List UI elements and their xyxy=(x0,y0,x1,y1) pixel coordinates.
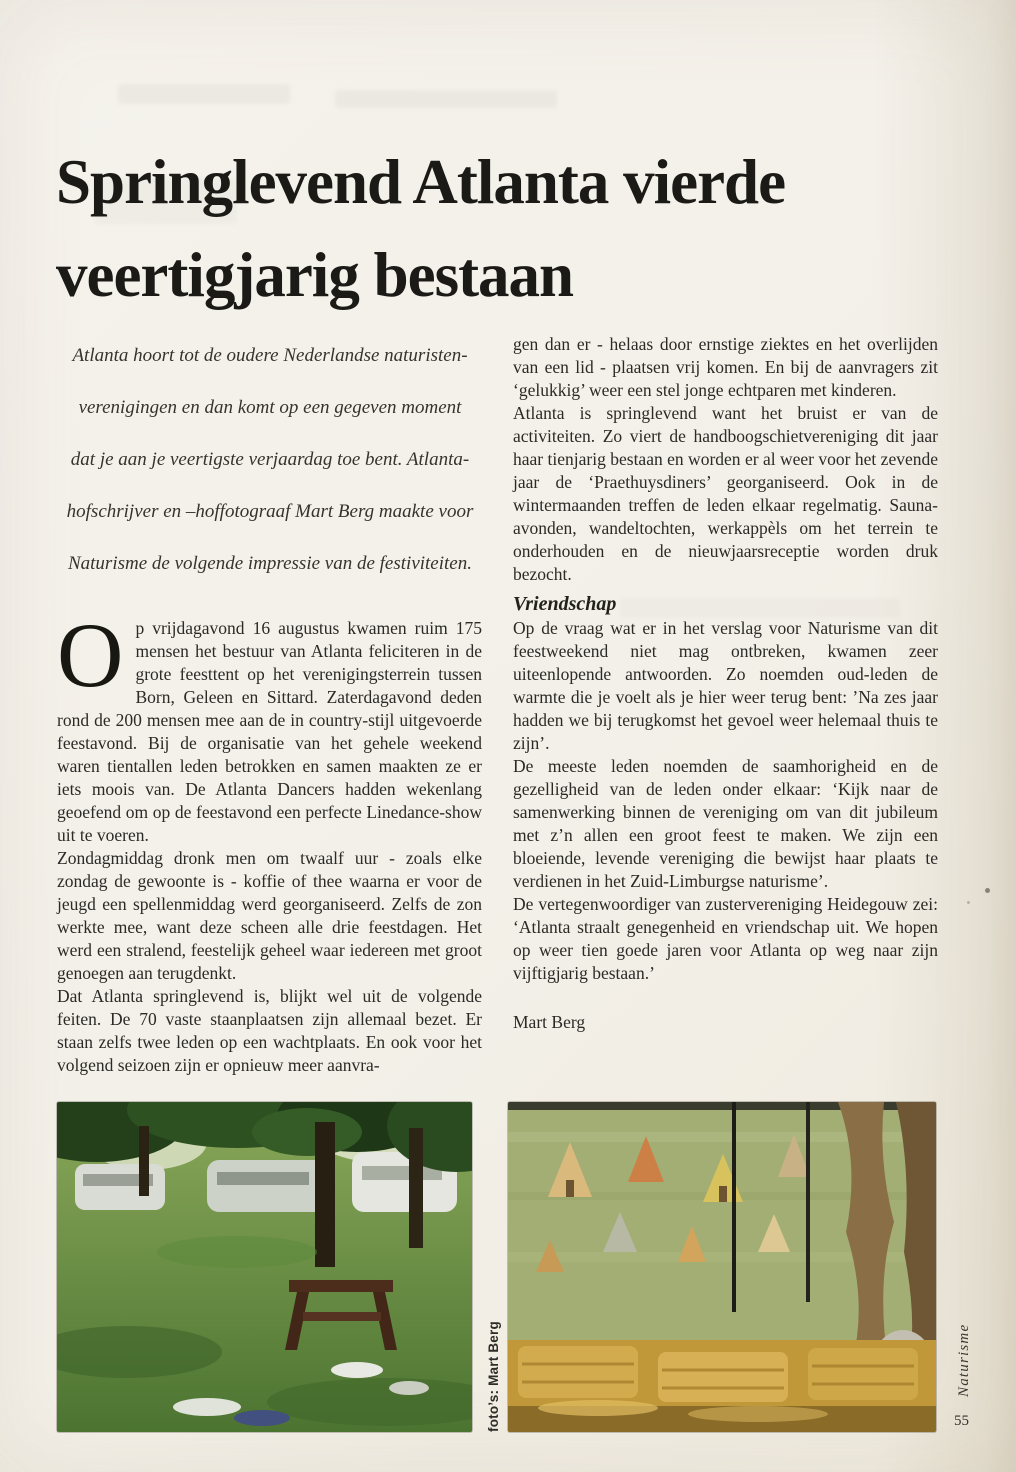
paragraph: gen dan er - helaas door ernstige ziektes en het overlijden van een lid - plaatsen vrij komen. En bij de aanvragers zit ‘gelukkig’ weer een stel jonge echtparen met kinderen. xyxy=(513,334,938,400)
intro-line: hofschrijver en –hoffotograaf Mart Berg maakte voor xyxy=(66,501,474,522)
drop-cap: O xyxy=(57,604,124,706)
intro-line: Naturisme de volgende impressie van de festiviteiten. xyxy=(67,553,472,574)
paragraph: De vertegenwoordiger van zustervereniging Heidegouw zei: ‘Atlanta straalt genegenheid en vriendschap uit. We hopen op weer tien goede jaren voor Atlanta op weg naar zijn vijftigjarig bestaan.’ xyxy=(513,894,938,983)
paragraph: Op de vraag wat er in het verslag voor Naturisme van dit feestweekend niet mag ontbreken, kwamen zeer uiteenlopende antwoorden. Zo noemden oud-leden de warmte die je voelt als je hier weer terug bent: ’Na zes jaar hadden we bij terugkomst het gevoel weer helemaal thuis te zijn’. xyxy=(513,618,938,753)
body-column-left xyxy=(57,604,482,1077)
ghost-text-blob xyxy=(118,84,290,104)
paragraph: Zondagmiddag dronk men om twaalf uur - zoals elke zondag de gewoonte is - koffie of thee waarna er voor de jeugd een spellenmiddag werd georganiseerd. Zelfs de zon werkte mee, want deze scheen alle drie feestdagen. Het werd een stralend, feestelijk geheel waar iedereen met groot genoegen aan terugdenkt. xyxy=(57,848,482,983)
photo-credit: foto’s: Mart Berg xyxy=(486,1321,501,1432)
article-intro xyxy=(57,330,483,590)
photo-campground xyxy=(57,1102,472,1432)
paragraph: Dat Atlanta springlevend is, blijkt wel uit de volgende feiten. De 70 vaste staanplaatsen zijn allemaal bezet. Er staan zelfs twee leden op een wachtplaats. En ook voor het volgend seizoen zijn er opnieuw meer aanvra- xyxy=(57,986,482,1075)
section-heading-vriendschap: Vriendschap xyxy=(513,593,617,615)
photo-western-decor xyxy=(508,1102,936,1432)
ink-speck xyxy=(985,888,990,893)
paragraph-text: p vrijdagavond 16 augustus kwamen ruim 175 mensen het bestuur van Atlanta feliciteren in de grote feesttent op het verenigingsterrein tussen Born, Geleen en Sittard. Zaterdagavond deden rond de 200 mensen mee aan de in country-stijl uitgevoerde feestavond. Bij de organisatie van het gehele weekend waren tientallen leden betrokken en samen maakten ze er iets moois van. De Atlanta Dancers hadden wekenlang geoefend om op de feestavond een perfecte Linedance-show uit te voeren. xyxy=(57,618,482,845)
ghost-text-blob xyxy=(335,90,557,108)
intro-line: Atlanta hoort tot de oudere Nederlandse naturisten- xyxy=(72,345,468,366)
author-byline: Mart Berg xyxy=(513,1012,586,1032)
headline-line-1: Springlevend Atlanta vierde xyxy=(56,147,786,218)
intro-line: dat je aan je veertigste verjaardag toe bent. Atlanta- xyxy=(70,449,470,470)
magazine-name: Naturisme xyxy=(956,1323,972,1397)
page-number: 55 xyxy=(954,1413,969,1429)
article-headline xyxy=(56,136,956,322)
body-column-right xyxy=(513,333,938,1034)
left-photo-illustration xyxy=(57,1102,472,1432)
paragraph xyxy=(57,604,482,847)
paragraph: Atlanta is springlevend want het bruist er van de activiteiten. Zo viert de handboogschietvereniging dit jaar haar tienjarig bestaan en worden er al weer voor het zevende jaar de ‘Praethuysdiners’ georganiseerd. Ook in de wintermaanden treffen de leden elkaar regelmatig. Sauna-avonden, wandeltochten, werkappèls om het terrein te onderhouden en de nieuwjaarsreceptie worden druk bezocht. xyxy=(513,403,938,584)
intro-line: verenigingen en dan komt op een gegeven moment xyxy=(78,397,462,418)
hay-bales xyxy=(508,1340,936,1432)
headline-line-2: veertigjarig bestaan xyxy=(56,240,574,311)
right-photo-illustration xyxy=(508,1102,936,1432)
paragraph: De meeste leden noemden de saamhorigheid en de gezelligheid van de leden onder elkaar: ‘Kijk naar de samenwerking binnen de vereniging om van dit jubileum met z’n allen een groot feest te maken. We zijn een bloeiende, levende vereniging die bewijst haar plaats te verdienen in het Zuid-Limburgse naturisme’. xyxy=(513,756,938,891)
ink-speck xyxy=(967,901,970,904)
